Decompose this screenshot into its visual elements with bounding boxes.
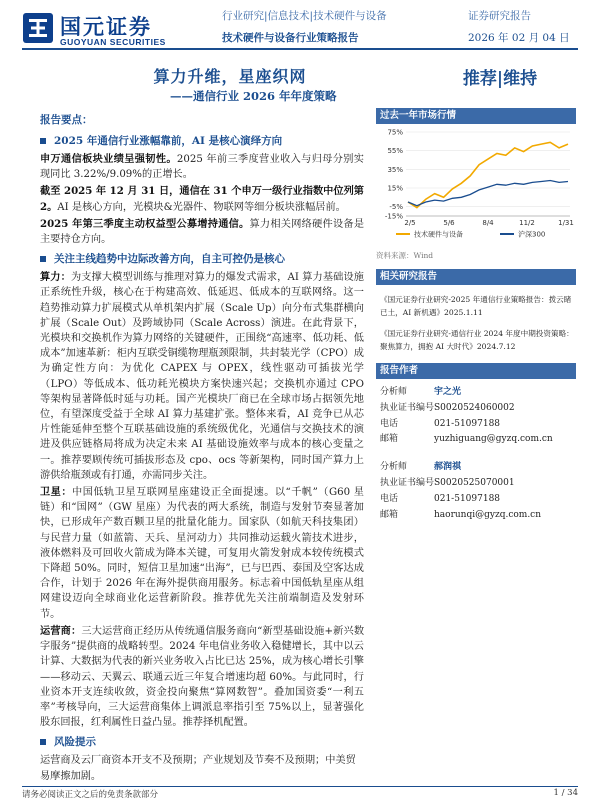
analyst-row: 电话 021-51097188 — [376, 492, 576, 508]
report-subtitle: ——通信行业 2026 年年度策略 — [170, 89, 337, 103]
bullet-square-icon — [40, 138, 46, 144]
analyst-row: 电话 021-51097188 — [376, 417, 576, 433]
analyst-name-1: 宇之光 — [434, 387, 462, 397]
logo-emblem-icon — [22, 12, 54, 44]
company-logo — [22, 10, 198, 50]
y-tick-label: 75% — [387, 128, 403, 137]
footer-page-number: 1 / 34 — [553, 788, 578, 798]
x-tick-label: 5/6 — [443, 219, 455, 227]
summary-paragraph-2: 截至 2025 年 12 月 31 日，通信在 31 个申万一级行业指数中位列第 2。AI 是核心方向，光模块&光器件、物联网等细分板块涨幅居前。 — [40, 185, 364, 213]
y-tick-label: -5% — [389, 203, 403, 212]
header-categories: 行业研究|信息技术|技术硬件与设备 — [222, 10, 387, 22]
bullet-square-icon — [40, 739, 46, 745]
analyst-table — [376, 385, 576, 523]
y-tick-label: 55% — [387, 147, 403, 156]
footer-disclaimer: 请务必阅读正文之后的免责条款部分 — [22, 790, 159, 800]
x-tick-label: 8/4 — [482, 219, 494, 227]
x-tick-label: 11/2 — [519, 219, 535, 227]
header-report-subtitle: 技术硬件与设备行业策略报告 — [222, 32, 359, 44]
authors-heading: 报告作者 — [376, 363, 576, 379]
legend-label: 沪深300 — [518, 230, 546, 239]
x-tick-label: 2/5 — [404, 219, 416, 227]
analyst-row: 执业证书编号 S0020524060002 — [376, 401, 576, 417]
series-line-hardware — [408, 142, 568, 207]
bullet-heading-1: 2025 年通信行业涨幅靠前，AI 是核心演绎方向 — [40, 133, 364, 148]
logo-cn-text: 国元证券 — [60, 15, 152, 39]
analyst-phone-1: 021-51097188 — [434, 418, 501, 429]
page-footer — [22, 786, 578, 800]
related-report-1[interactable]: 《国元证券行业研究-2025 年通信行业策略报告：拨云睹已土，AI 新机遇》2025.1.11 — [380, 295, 572, 317]
chart-source: 资料来源：Wind — [376, 251, 434, 260]
analyst-email-2: haorunqi@gyzq.com.cn — [434, 509, 542, 520]
y-tick-label: 15% — [387, 184, 403, 193]
legend-label: 技术硬件与设备 — [414, 230, 463, 239]
summary-paragraph-1: 申万通信板块业绩呈强韧性。2025 年前三季度营业收入与归母分别实现同比 3.22%/9.09%的正增长。 — [40, 153, 364, 181]
series-line-csi300 — [408, 181, 568, 206]
y-tick-label: -15% — [384, 212, 403, 221]
analyst-email-1: yuzhiguang@gyzq.com.cn — [434, 434, 553, 445]
logo-en-text: GUOYUAN SECURITIES — [60, 37, 166, 47]
sidebar-column — [376, 108, 576, 523]
analyst-row: 分析师 郝润祺 — [376, 460, 576, 476]
footer-divider — [22, 786, 578, 787]
analyst-row: 邮箱 haorunqi@gyzq.com.cn — [376, 508, 576, 524]
header-divider — [22, 48, 578, 50]
y-tick-label: 35% — [387, 165, 403, 174]
summary-paragraph-satellite: 卫星：中国低轨卫星互联网星座建设正全面提速。以“千帆”（G60 星链）和“国网”（GW 星座）为代表的两大系统，制造与发射节奏显著加快，已形成年产数百颗卫星的批量化能力。国家队（如航天科技集团）与民营力量（如蓝箭、天兵、星河动力）共同推动运载火箭技术进步，液体燃料及可回收火箭成为降本关键，可复用火箭发射成本较传统模式下降超 50%。同时，短信卫星加速“出海”，已与巴西、泰国及空客达成合作，计划于 2026 年在海外提供商用服务。标志着中国低轨星座从组网建设迈向全球商业化运营新阶段。推荐优先关注前端制造及发射环节。 — [40, 486, 364, 620]
analyst-row: 执业证书编号 S0020525070001 — [376, 476, 576, 492]
analyst-cert-2: S0020525070001 — [434, 477, 515, 488]
related-report-2[interactable]: 《国元证券行业研究-通信行业 2024 年度中期投资策略：聚焦算力，拥抱 AI 大时代》2024.7.12 — [380, 329, 574, 351]
header-date: 2026 年 02 月 04 日 — [468, 32, 570, 44]
bullet-square-icon — [40, 256, 46, 262]
analyst-row: 分析师 宇之光 — [376, 385, 576, 401]
bullet-heading-2: 关注主线趋势中边际改善方向，自主可控仍是核心 — [40, 251, 364, 266]
x-tick-label: 1/31 — [558, 219, 574, 227]
page-header — [0, 0, 600, 52]
rating-badge: 推荐|维持 — [462, 69, 538, 89]
summary-paragraph-operator: 运营商：三大运营商正经历从传统通信服务商向“新型基础设施+新兴数字服务”提供商的战略转型。2024 年电信业务收入稳健增长，其中以云计算、大数据为代表的新兴业务收入占比已达 25%，成为核心增长引擎——移动云、天翼云、联通云近三年复合增速均超 60%。与此同时，行业资本开支连续收敛，资金投向聚焦“算网数智”。叠加国资委“一利五率”考核导向，三大运营商集体上调派息率指引至 75%以上，显著强化股东回报，红利属性日益凸显。推荐择机配置。 — [40, 624, 365, 729]
analyst-cert-1: S0020524060002 — [434, 402, 515, 413]
bullet-heading-risk: 风险提示 — [40, 734, 364, 749]
analyst-row: 邮箱 yuzhiguang@gyzq.com.cn — [376, 432, 576, 448]
analyst-name-2: 郝润祺 — [434, 462, 462, 473]
analyst-phone-2: 021-51097188 — [434, 493, 501, 504]
header-doc-type: 证券研究报告 — [468, 10, 531, 22]
related-reports-heading: 相关研究报告 — [376, 269, 576, 285]
risk-paragraph: 运营商及云厂商资本开支不及预期；产业规划及节奏不及预期；中美贸易摩擦加剧。 — [40, 755, 356, 782]
summary-paragraph-compute: 算力：为支撑大模型训练与推理对算力的爆发式需求，AI 算力基础设施正系统性升级，核心在于构建高效、低延迟、低成本的互联网络。这一趋势推动算力扩展模式从单机架内扩展（Scale Up）向分布式集群横向扩展（Scale Out）及跨域协同（Scale Across）演进。在此背景下，光模块和交换机作为算力网络的关键硬件，正围绕“高速率、低功耗、低成本”加速革新：柜内互联受铜缆物理瓶颈限制，共封装光学（CPO）成为确定性方向：为优化 CAPEX 与 OPEX，线性驱动可插拔光学（LPO）等低成本、低功耗光模块方案快速兴起；交换机亦通过 CPO 等架构显著降低时延与功耗。国产光模块厂商已在全球市场占据领先地位，有望深度受益于全球 AI 算力基建扩张。整体来看，AI 竞争已从芯片性能延伸至整个互联基础设施的系统级优化，光通信与交换技术的演进及供应链格局将成为决定未来 AI 基础设施效率与成本的核心变量之一。推荐要顾传统可插拔形态及 cpo、ocs 等新架构，同时国产算力上游供给瓶颈或有打通，亦需同步关注。 — [40, 271, 364, 481]
market-performance-chart — [376, 124, 576, 244]
summary-column — [40, 112, 364, 784]
summary-label: 报告要点： — [40, 114, 93, 126]
market-chart-heading: 过去一年市场行情 — [376, 108, 576, 124]
report-title: 算力升维，星座织网 — [153, 67, 307, 86]
summary-paragraph-3: 2025 年第三季度主动权益型公募增持通信。算力相关网络硬件设备是主要持仓方向。 — [40, 217, 365, 246]
